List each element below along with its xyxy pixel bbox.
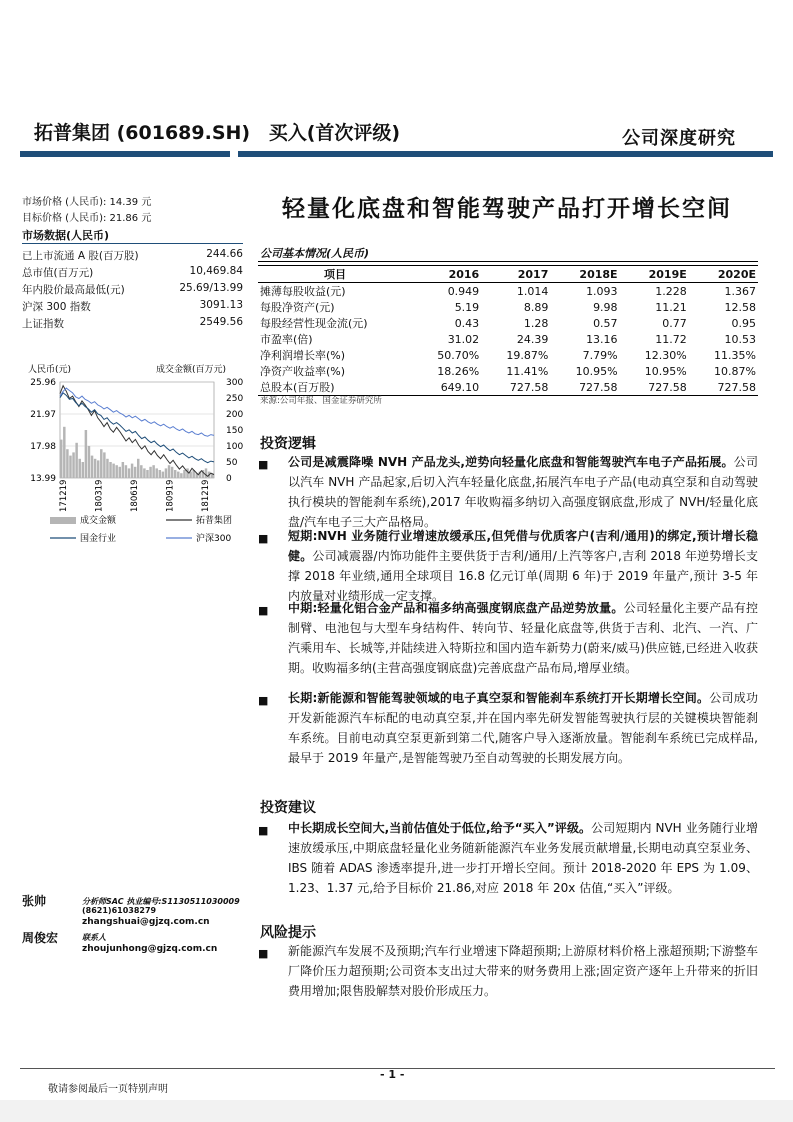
market-data-row: 已上市流通 A 股(百万股) 244.66 — [22, 248, 243, 262]
table-header-row: 项目 2016 2017 2018E 2019E 2020E — [258, 266, 758, 283]
volume-bar — [91, 456, 93, 478]
volume-bar — [88, 446, 90, 478]
rating: 买入(首次评级) — [268, 122, 401, 144]
page-number: - 1 - — [380, 1068, 405, 1081]
advice-text: 中长期成长空间大,当前估值处于低位,给予“买入”评级。公司短期内 NVH 业务随行业增速放缓承压,中期底盘轻量化业务随新能源汽车业务发展贡献增量,长期电动真空泵业务、IBS 随着 ADAS 渗透率提升,进一步打开增长空间。预计 2018-2020 年 EPS 为 1.09、1.23、1.37 元,给予目标价 21.86,对应 2018 年 20x 估值,“买入”评级。 — [288, 821, 758, 895]
table-row: 总股本(百万股) 649.10 727.58 727.58 727.58 727.58 — [260, 380, 756, 394]
market-data-row: 上证指数 2549.56 — [22, 316, 243, 330]
y-tick-label: 25.96 — [30, 378, 56, 388]
y2-tick-label: 100 — [226, 442, 244, 452]
series-line — [60, 388, 214, 436]
volume-bar — [100, 449, 102, 478]
table-row: 市盈率(倍) 31.02 24.39 13.16 11.72 10.53 — [260, 332, 756, 346]
y-tick-label: 21.97 — [30, 410, 56, 420]
analyst-role: 联系人 — [82, 933, 106, 942]
volume-bar — [152, 465, 154, 478]
volume-bar — [75, 443, 77, 478]
section-title-risk: 风险提示 — [260, 925, 316, 941]
x-tick-label: 180619 — [130, 479, 140, 512]
analyst-email[interactable]: zhoujunhong@gjzq.com.cn — [82, 944, 218, 954]
volume-bar — [97, 460, 99, 478]
y2-tick-label: 0 — [226, 474, 232, 484]
table-row: 每股净资产(元) 5.19 8.89 9.98 11.21 12.58 — [260, 300, 756, 314]
header-bar-left — [20, 151, 230, 157]
market-price: 市场价格 (人民币): 14.39 元 — [22, 197, 152, 208]
market-data-row: 沪深 300 指数 3091.13 — [22, 299, 243, 313]
bullet-icon: ■ — [258, 604, 269, 617]
analyst-role: 分析师SAC 执业编号:S1130511030009 — [82, 897, 240, 906]
x-tick-label: 180319 — [94, 479, 105, 512]
section-title-logic: 投资逻辑 — [260, 436, 316, 452]
table-row: 净利润增长率(%) 50.70% 19.87% 7.79% 12.30% 11.35% — [260, 348, 756, 362]
x-tick-label: 181219 — [201, 479, 211, 512]
bullet-icon: ■ — [258, 824, 269, 837]
volume-bar — [60, 440, 62, 478]
volume-bar — [162, 472, 164, 478]
x-tick-label: 171219 — [59, 479, 69, 512]
section-title-advice: 投资建议 — [260, 800, 316, 816]
headline: 轻量化底盘和智能驾驶产品打开增长空间 — [282, 195, 732, 222]
divider — [22, 243, 243, 244]
legend-label: 拓普集团 — [196, 516, 233, 526]
series-line — [60, 393, 214, 463]
y2-tick-label: 250 — [226, 394, 244, 404]
logic-item: 公司是减震降噪 NVH 产品龙头,逆势向轻量化底盘和智能驾驶汽车电子产品拓展。公司以汽车 NVH 产品起家,后切入汽车轻量化底盘,拓展汽车电子产品(电动真空泵和自动驾驶执行模块的智能刹车系统),2017 年收购福多纳切入高强度钢底盘,形成了 NVH/轻量化底盘/汽车电子三大产品格局。 — [288, 455, 758, 529]
volume-bar — [205, 468, 207, 478]
analyst-name: 周俊宏 — [22, 931, 59, 945]
volume-bar — [63, 427, 65, 478]
bullet-icon: ■ — [258, 458, 269, 471]
y-tick-label: 13.99 — [30, 474, 56, 484]
volume-bar — [69, 456, 71, 478]
target-price: 目标价格 (人民币): 21.86 元 — [22, 213, 152, 224]
volume-bar — [85, 430, 87, 478]
volume-bar — [168, 465, 170, 478]
y2-tick-label: 300 — [226, 378, 244, 388]
analyst-email[interactable]: zhangshuai@gjzq.com.cn — [82, 917, 210, 927]
volume-bar — [109, 462, 111, 478]
volume-bar — [106, 459, 108, 478]
volume-bar — [171, 467, 173, 478]
volume-bar — [103, 452, 105, 478]
volume-bar — [155, 468, 157, 478]
fin-table — [258, 265, 758, 396]
volume-bar — [165, 468, 167, 478]
y2-tick-label: 200 — [226, 410, 244, 420]
volume-bar — [72, 452, 74, 478]
volume-bar — [125, 465, 127, 478]
volume-bar — [122, 462, 124, 478]
table-row: 净资产收益率(%) 18.26% 11.41% 10.95% 10.95% 10.87% — [260, 364, 756, 378]
volume-bar — [177, 472, 179, 478]
analyst-phone: (8621)61038279 — [82, 906, 157, 915]
volume-bar — [82, 462, 84, 478]
bullet-icon: ■ — [258, 947, 269, 960]
analyst-name: 张帅 — [22, 894, 47, 908]
volume-bar — [149, 467, 151, 478]
x-tick-label: 180919 — [165, 479, 176, 512]
fin-table-title: 公司基本情况(人民币) — [260, 247, 370, 260]
volume-bar — [94, 459, 96, 478]
legend-label: 国金行业 — [80, 534, 117, 544]
volume-bar — [159, 470, 161, 478]
y-tick-label: 17.98 — [30, 442, 56, 452]
divider — [258, 261, 758, 262]
volume-bar — [112, 464, 114, 478]
company-code: 拓普集团 (601689.SH) — [34, 122, 251, 144]
doc-type: 公司深度研究 — [622, 128, 736, 149]
y2-tick-label: 150 — [226, 426, 244, 436]
logic-item: 长期:新能源和智能驾驶领域的电子真空泵和智能刹车系统打开长期增长空间。公司成功开发新能源汽车标配的电动真空泵,并在国内率先研发智能驾驶执行层的关键模块智能刹车系统。目前电动真空泵更新到第二代,随客户导入逐渐放量。智能刹车系统已完成样品,最早于 2019 年量产,是智能驾驶乃至自动驾驶的长期发展方向。 — [288, 691, 758, 765]
legend-swatch — [50, 517, 76, 524]
volume-bar — [146, 470, 148, 478]
volume-bar — [78, 459, 80, 478]
volume-bar — [66, 449, 68, 478]
logic-item: 中期:轻量化铝合金产品和福多纳高强度钢底盘产品逆势放量。公司轻量化主要产品有控制臂、电池包与大型车身结构件、转向节、轻量化底盘等,供货于吉利、北汽、一汽、广汽乘用车、长城等,并陆续进入特斯拉和国内造车新势力(蔚来/威马)供应链,已经进入收获期。收购福多纳(主营高强度钢底盘)完善底盘产品布局,增厚业绩。 — [288, 601, 758, 675]
market-data-row: 总市值(百万元) 10,469.84 — [22, 265, 243, 279]
left-axis-label: 人民币(元) — [28, 365, 72, 375]
bottom-band — [0, 1100, 793, 1122]
volume-bar — [128, 468, 130, 478]
bullet-icon: ■ — [258, 532, 269, 545]
volume-bar — [119, 467, 121, 478]
market-data-title: 市场数据(人民币) — [22, 229, 110, 242]
volume-bar — [183, 470, 185, 478]
report-header — [34, 118, 400, 145]
bullet-icon: ■ — [258, 694, 269, 707]
table-row: 每股经营性现金流(元) 0.43 1.28 0.57 0.77 0.95 — [260, 316, 756, 330]
volume-bar — [115, 465, 117, 478]
volume-bar — [131, 464, 133, 478]
stock-chart — [18, 358, 250, 558]
volume-bar — [174, 470, 176, 478]
header-bar-right — [238, 151, 773, 157]
logic-item: 短期:NVH 业务随行业增速放缓承压,但凭借与优质客户(吉利/通用)的绑定,预计增长稳健。公司减震器/内饰功能件主要供货于吉利/通用/上汽等客户,吉利 2018 年逆势增长支撑 2018 年业绩,通用全球项目 16.8 亿元订单(周期 6 年)于 2019 年量产,预计 3-5 年内放量对业绩形成一定支撑。 — [288, 529, 758, 603]
risk-text: 新能源汽车发展不及预期;汽车行业增速下降超预期;上游原材料价格上涨超预期;下游整车厂降价压力超预期;公司资本支出过大带来的财务费用上涨;固定资产逐年上升带来的折旧费用增加;限售股解禁对股价形成压力。 — [288, 944, 758, 998]
table-source: 来源:公司年报、国金证券研究所 — [260, 396, 382, 406]
volume-bar — [137, 459, 139, 478]
market-data-row: 年内股价最高最低(元) 25.69/13.99 — [22, 282, 243, 296]
table-row: 摊薄每股收益(元) 0.949 1.014 1.093 1.228 1.367 — [260, 284, 756, 298]
volume-bar — [134, 467, 136, 478]
volume-bar — [140, 465, 142, 478]
disclaimer: 敬请参阅最后一页特别声明 — [48, 1084, 168, 1095]
volume-bar — [143, 468, 145, 478]
right-axis-label: 成交金额(百万元) — [156, 365, 227, 375]
volume-bar — [180, 473, 182, 478]
legend-label: 沪深300 — [196, 534, 232, 544]
y2-tick-label: 50 — [226, 458, 238, 468]
legend-label: 成交金额 — [80, 516, 117, 526]
